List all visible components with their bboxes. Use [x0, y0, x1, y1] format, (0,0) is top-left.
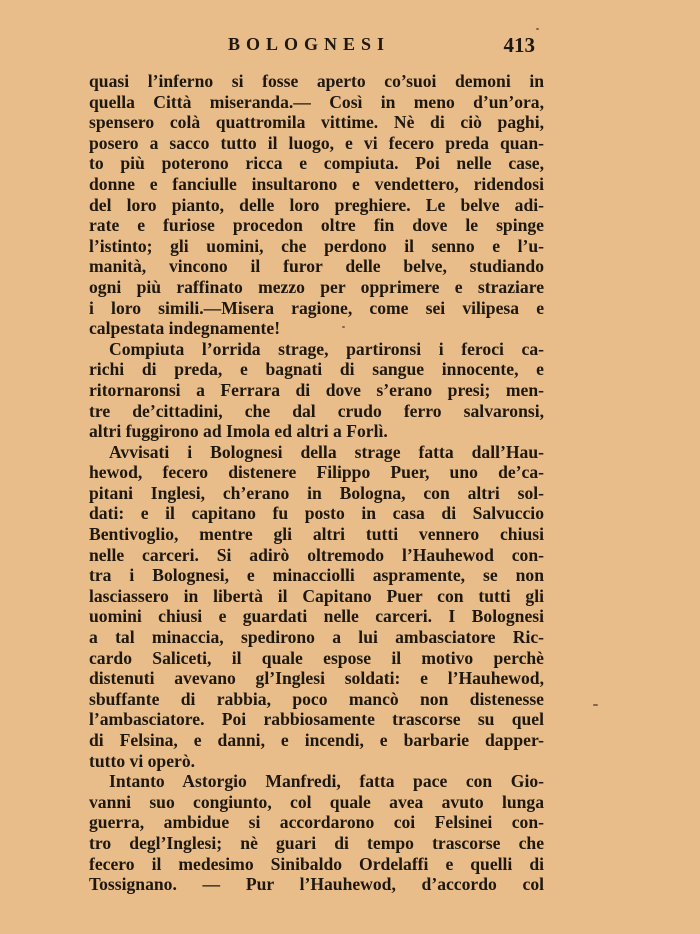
text-line: Bentivoglio, mentre gli altri tutti vennero chiusi [89, 524, 544, 545]
text-line: nelle carceri. Si adirò oltremodo l’Hauhewod con- [89, 544, 544, 565]
text-line: rate e furiose procedon oltre fin dove le spinge [89, 215, 544, 236]
text-line: a tal minaccia, spedirono a lui ambasciatore Ric- [89, 627, 544, 648]
text-line: ritornaronsi a Ferrara di dove s’erano presi; men- [89, 379, 544, 400]
text-line: hewod, fecero distenere Filippo Puer, uno de’ca- [89, 462, 544, 483]
body-text [89, 71, 544, 895]
text-line: calpestata indegnamente! [89, 318, 281, 339]
running-title: BOLOGNESI [228, 34, 391, 54]
text-line: Intanto Astorgio Manfredi, fatta pace con Gio- [109, 771, 544, 792]
text-line: uomini chiusi e guardati nelle carceri. I Bolognesi [89, 606, 544, 627]
text-line: ogni più raffinato mezzo per opprimere e straziare [89, 276, 544, 297]
text-line: dati: e il capitano fu posto in casa di Salvuccio [89, 503, 544, 524]
text-line: di Felsina, e danni, e incendi, e barbarie dapper- [89, 730, 544, 750]
paper-speck [593, 704, 598, 706]
text-line: donne e fanciulle insultarono e vendettero, ridendosi [89, 173, 544, 194]
paper-speck [342, 326, 345, 328]
text-line: vanni suo congiunto, col quale avea avuto lunga [89, 791, 544, 812]
text-line: manità, vincono il furor delle belve, studiando [89, 256, 544, 277]
running-head [90, 34, 543, 58]
text-line: i loro simili.—Misera ragione, come sei vilipesa e [89, 297, 544, 318]
text-line: tro degl’Inglesi; nè guari di tempo trascorse che [89, 832, 544, 853]
text-line: pitani Inglesi, ch’erano in Bologna, con altri sol- [89, 482, 544, 503]
text-line: sbuffante di rabbia, poco mancò non distenesse [89, 688, 544, 709]
text-line: del loro pianto, delle loro preghiere. Le belve adi- [89, 194, 544, 215]
text-line: tre de’cittadini, che dal crudo ferro salvaronsi, [89, 400, 544, 421]
text-line: Compiuta l’orrida strage, partironsi i feroci ca- [109, 338, 544, 359]
text-line: Tossignano. — Pur l’Hauhewod, d’accordo col [89, 874, 544, 895]
text-line: cardo Saliceti, il quale espose il motivo perchè [89, 647, 544, 668]
text-line: tutto vi operò. [89, 750, 196, 771]
paper-speck [536, 28, 539, 30]
text-line: fecero il medesimo Sinibaldo Ordelaffi e quelli di [89, 853, 544, 874]
text-line: l’ambasciatore. Poi rabbiosamente trascorse su quel [89, 709, 544, 730]
text-line: Avvisati i Bolognesi della strage fatta dall’Hau- [109, 441, 544, 462]
text-line: l’istinto; gli uomini, che perdono il senno e l’u- [89, 235, 544, 256]
text-line: altri fuggirono ad Imola ed altri a Forlì. [89, 421, 388, 442]
page-number: 413 [503, 33, 535, 57]
text-line: distenuti avevano gl’Inglesi soldati: e l’Hauhewod, [89, 668, 544, 689]
text-line: guerra, ambidue si accordarono coi Felsinei con- [89, 812, 544, 833]
text-line: quella Città miseranda.— Così in meno d’un’ora, [89, 91, 544, 112]
text-line: spensero colà quattromila vittime. Nè di ciò paghi, [89, 112, 544, 133]
text-line: to più poterono ricca e compiuta. Poi nelle case, [89, 153, 544, 174]
text-line: tra i Bolognesi, e minacciolli aspramente, se non [89, 565, 544, 586]
text-line: posero a sacco tutto il luogo, e vi fecero preda quan- [89, 132, 544, 153]
text-line: quasi l’inferno si fosse aperto co’suoi demoni in [89, 71, 544, 91]
text-line: richi di preda, e bagnati di sangue innocente, e [89, 359, 544, 380]
text-line: lasciassero in libertà il Capitano Puer con tutti gli [89, 585, 544, 606]
